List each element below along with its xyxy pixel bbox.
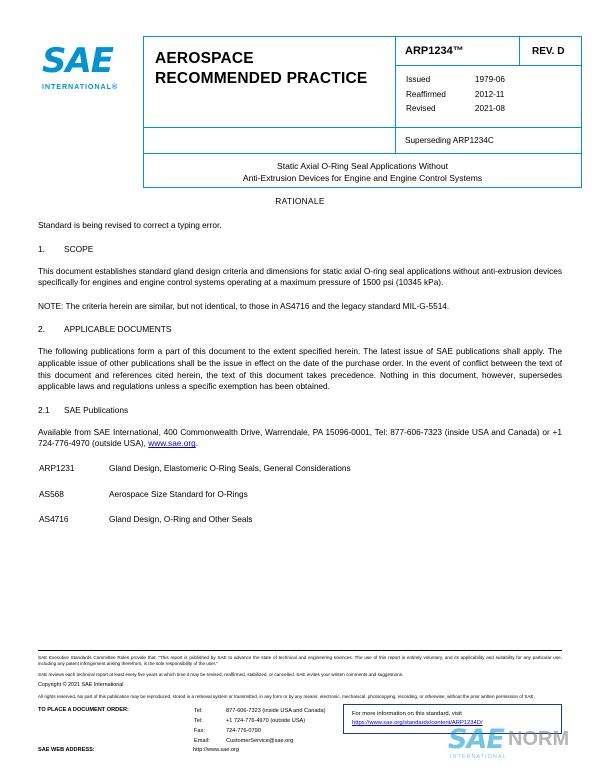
- section-1-note: NOTE: The criteria herein are similar, but not identical, to those in AS4716 and the legacy standard MIL-G-5514.: [38, 300, 450, 311]
- dates-row: [405, 88, 506, 103]
- footer-rights: All rights reserved. No part of this publication may be reproduced, stored in a retrieval system or transmitted, in any form or by any means, electronic, mechanical, photocopying, recording, or otherwise, without the prior written permission of SAE.: [38, 693, 535, 699]
- header-blank-box: [143, 128, 396, 154]
- date-value: 2021-08: [474, 104, 505, 113]
- sae-logo-text: SAE: [42, 41, 114, 81]
- order-contact-table: [193, 706, 327, 746]
- reference-code: AS4716: [39, 514, 69, 525]
- superseding-text: Superseding ARP1234C: [405, 136, 494, 145]
- sae-logo-tagline: INTERNATIONAL®: [42, 82, 119, 91]
- web-address-value: http://www.sae.org: [193, 747, 240, 754]
- document-footer: [38, 650, 562, 762]
- table-row: [193, 736, 327, 746]
- section-2-number: 2.: [38, 324, 45, 335]
- revision-box: [520, 36, 582, 66]
- order-contact-label: Fax:: [194, 728, 205, 735]
- section-2-1-title: SAE Publications: [64, 404, 129, 415]
- more-information-box: [343, 704, 562, 734]
- table-row: [193, 726, 327, 736]
- order-block: [38, 706, 562, 762]
- sae-website-link[interactable]: www.sae.org: [148, 438, 196, 449]
- sae-logo-cell: [38, 36, 143, 188]
- section-2-paragraph: The following publications form a part of this document to the extent specified herein. The latest issue of SAE publications shall apply. The applicable issue of other publications shall be the issue in effect on the date of the purchase order. In the event of conflict between the text of this document and references cited herein, the text of this document takes precedence. Nothing in this document, however, supersedes applicable laws and regulations unless a specific exemption has been obtained.: [38, 346, 562, 392]
- reference-code: ARP1231: [39, 462, 75, 473]
- rationale-text: Standard is being revised to correct a typing error.: [38, 220, 222, 230]
- section-1-number: 1.: [38, 243, 45, 254]
- table-row: [193, 706, 327, 716]
- document-number-box: [396, 36, 520, 66]
- table-row: [38, 462, 352, 488]
- document-title-box: [143, 36, 396, 128]
- reference-description: Gland Design, Elastomeric O-Ring Seals, General Considerations: [109, 462, 351, 473]
- order-contact-value: CustomerService@sae.org: [226, 738, 294, 745]
- revision-label: REV. D: [532, 46, 565, 57]
- order-contact-value: 724-776-0790: [226, 728, 261, 735]
- web-address-label: SAE WEB ADDRESS:: [38, 747, 95, 754]
- table-row: [38, 513, 352, 539]
- order-label: TO PLACE A DOCUMENT ORDER:: [38, 707, 129, 714]
- document-title-line2: RECOMMENDED PRACTICE: [155, 70, 368, 87]
- order-contact-value: 877-606-7323 (inside USA and Canada): [226, 708, 326, 715]
- order-contact-value: +1 724-776-4970 (outside USA): [226, 718, 306, 725]
- reference-description: Aerospace Size Standard for O-Rings: [109, 488, 248, 499]
- references-table: [38, 462, 352, 539]
- section-2-title: APPLICABLE DOCUMENTS: [64, 324, 172, 335]
- dates-table: [405, 73, 506, 117]
- order-contact-label: Tel:: [194, 718, 203, 725]
- reference-description: Gland Design, O-Ring and Other Seals: [109, 514, 253, 525]
- superseding-box: [396, 128, 582, 154]
- date-value: 2012-11: [474, 89, 505, 99]
- standard-url-link[interactable]: https://www.sae.org/standards/content/ARP1234D/: [352, 720, 483, 727]
- footer-divider: [38, 650, 562, 651]
- subject-title: [144, 160, 581, 184]
- reference-code: AS568: [39, 488, 64, 499]
- footer-legal-1: SAE Executive Standards Committee Rules provide that: “This report is published by SAE to advance the state of technical and engineering sciences. The use of this report is entirely voluntary, and its applicability and suitability for any particular use, including any patent infringement arising therefrom, is the sole responsibility of the user.”: [38, 655, 562, 667]
- document-header: [38, 36, 565, 188]
- subject-line2: Anti-Extrusion Devices for Engine and Engine Control Systems: [242, 173, 483, 183]
- order-contact-label: Tel:: [194, 708, 203, 715]
- date-label: Revised: [406, 104, 436, 113]
- section-1-title: SCOPE: [64, 243, 94, 254]
- section-2-1-number: 2.1: [38, 404, 50, 415]
- document-number: ARP1234™: [405, 45, 464, 57]
- document-title-line1: AEROSPACE: [155, 50, 254, 67]
- date-value: 1979-06: [474, 75, 505, 84]
- document-title: [155, 49, 367, 89]
- date-label: Issued: [406, 75, 431, 84]
- availability-text-post: .: [195, 438, 199, 449]
- dates-row: [405, 102, 506, 117]
- section-1-paragraph: This document establishes standard gland design criteria and dimensions for static axial O-ring seal applications without anti-extrusion devices specifically for engines and engine control systems operating at a maximum pressure of 1500 psi (10345 kPa).: [38, 265, 562, 288]
- watermark-subtitle: INTERNATIONAL: [450, 754, 507, 760]
- watermark-word: NORM: [508, 728, 570, 750]
- dates-box: [396, 66, 582, 128]
- subject-line1: Static Axial O-Ring Seal Applications Without: [276, 161, 448, 171]
- dates-row: [405, 73, 506, 88]
- footer-copyright: Copyright © 2021 SAE International: [38, 682, 124, 689]
- date-label: Reaffirmed: [406, 89, 446, 99]
- more-information-text: [352, 710, 483, 728]
- more-information-line: For more information on this standard, visit: [352, 711, 462, 718]
- watermark-brand: SAE: [448, 724, 504, 755]
- sae-availability-paragraph: [38, 427, 562, 450]
- availability-text-pre: Available from SAE International, 400 Commonwealth Drive, Warrendale, PA 15096-0001, Tel: 877-606-7323 (inside USA and Canada) or +1 724-776-4970 (outside USA),: [38, 426, 562, 449]
- rationale-heading: RATIONALE: [275, 196, 325, 206]
- table-row: [193, 716, 327, 726]
- section-2-1-heading: [38, 405, 562, 415]
- document-body: [38, 196, 562, 539]
- section-1-heading: [38, 244, 562, 254]
- table-row: [38, 488, 352, 514]
- footer-legal-2: SAE reviews each technical report at least every five years at which time it may be revised, reaffirmed, stabilized, or cancelled. SAE invites your written comments and suggestions.: [38, 671, 404, 677]
- subject-box: [143, 154, 582, 188]
- order-contact-label: Email:: [194, 738, 210, 745]
- section-2-heading: [38, 324, 562, 334]
